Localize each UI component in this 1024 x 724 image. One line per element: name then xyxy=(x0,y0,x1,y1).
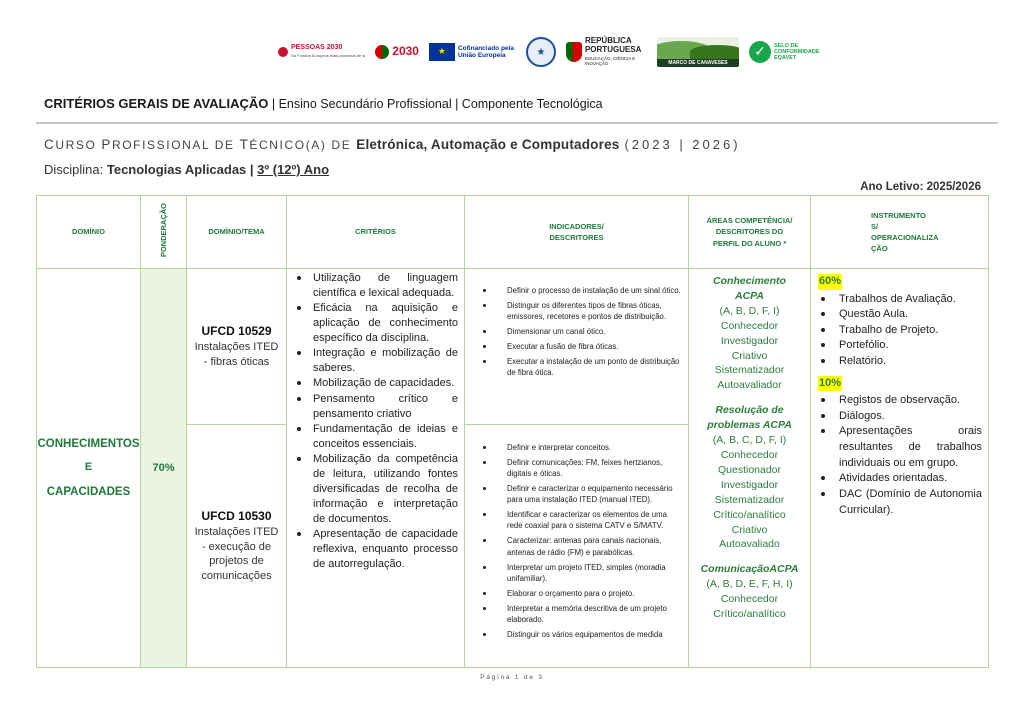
republica-shield-icon xyxy=(566,42,582,62)
list-item: Relatório. xyxy=(818,354,982,370)
title-divider xyxy=(36,122,998,124)
list-item: Pensamento crítico e pensamento criativo xyxy=(293,392,458,422)
school-year: Ano Letivo: 2025/2026 xyxy=(860,181,981,193)
dominio-cell xyxy=(37,269,141,668)
list-item: Distinguir os diferentes tipos de fibras óticas, emissores, recetores e pontos de distribuição. xyxy=(483,300,684,322)
area-item: Crítico/analítico xyxy=(713,608,786,621)
course-cap-c: C xyxy=(44,137,56,152)
header-areas xyxy=(689,196,811,269)
area-item: Conhecedor xyxy=(720,319,779,332)
instrumentos-cell xyxy=(811,269,989,668)
header-dominio: DOMÍNIO xyxy=(37,196,141,269)
discipline-line xyxy=(44,162,329,177)
header-indicadores-line2: DESCRITORES xyxy=(549,233,604,242)
percentage-badge: 60% xyxy=(818,274,842,290)
republica-logo-subtext: EDUCAÇÃO, CIÊNCIA E INOVAÇÃO xyxy=(584,55,636,66)
list-item: Mobilização de capacidades. xyxy=(293,376,458,391)
list-item: Identificar e caracterizar os elementos de uma rede coaxial para o sistema CATV e S/MATV. xyxy=(483,509,684,531)
page-title xyxy=(44,96,603,111)
logo-strip xyxy=(278,36,820,68)
list-item: Elaborar o orçamento para o projeto. xyxy=(483,588,684,599)
ufcd-10529-cell xyxy=(187,269,287,425)
area-item: Questionador xyxy=(717,463,782,476)
course-cap-t: T xyxy=(239,137,250,152)
area-codes: (A, B, D, F, I) xyxy=(719,304,780,317)
pessoas-2030-logo xyxy=(278,44,365,59)
header-tema: DOMÍNIO/TEMA xyxy=(187,196,287,269)
page-footer: Página 1 de 3 xyxy=(480,674,544,681)
area-item: Conhecedor xyxy=(720,593,779,606)
area-item: Investigador xyxy=(720,334,779,347)
dominio-line3: CAPACIDADES xyxy=(46,485,131,498)
indicadores-ufcd-10530 xyxy=(465,425,689,668)
list-item: Diálogos. xyxy=(818,409,982,425)
page-title-rest: | Ensino Secundário Profissional | Componente Tecnológica xyxy=(268,97,603,111)
eu-logo-text: Cofinanciado pela União Europeia xyxy=(457,44,514,59)
list-item: Integração e mobilização de saberes. xyxy=(293,346,458,376)
list-item: Interpretar a memória descritiva de um projeto elaborado. xyxy=(483,603,684,625)
ufcd-10529-code: UFCD 10529 xyxy=(201,324,272,339)
republica-portuguesa-logo xyxy=(566,37,647,66)
eqavet-logo-text: SELO DE CONFORMIDADE EQAVET xyxy=(773,42,820,62)
area-title: ComunicaçãoACPA xyxy=(700,563,799,576)
course-name: Eletrónica, Automação e Computadores xyxy=(356,137,620,152)
area-item: Criativo xyxy=(731,523,768,536)
republica-logo-text: REPÚBLICA PORTUGUESA xyxy=(584,36,642,55)
dominio-line1: CONHECIMENTOS xyxy=(37,438,140,451)
list-item: Fundamentação de ideias e conceitos essenciais. xyxy=(293,422,458,452)
course-cap-p: P xyxy=(101,137,112,152)
table-header-row xyxy=(37,196,989,269)
eu-logo xyxy=(429,43,516,61)
list-item: Apresentação de capacidade reflexiva, enquanto processo de autorregulação. xyxy=(293,527,458,572)
criteria-table xyxy=(36,195,989,668)
area-item: Investigador xyxy=(720,478,779,491)
area-item: Autoavaliado xyxy=(719,538,780,551)
header-ponderacao-text: PONDERAÇÃO xyxy=(158,203,168,258)
list-item: Eficácia na aquisição e aplicação de conhecimento específico da disciplina. xyxy=(293,301,458,346)
area-title: problemas ACPA xyxy=(707,419,792,432)
area-block-comunicacao xyxy=(689,562,810,622)
list-item: Utilização de linguagem científica e lexical adequada. xyxy=(293,271,458,301)
ufcd-10529-name: Instalações ITED - fibras óticas xyxy=(194,341,279,368)
list-item: Executar a fusão de fibra óticas. xyxy=(483,341,684,352)
pessoas-logo-subtext: Os Fundos Europeus mais próximos de si xyxy=(291,53,366,58)
ufcd-10530-cell xyxy=(187,425,287,668)
ponderacao-cell: 70% xyxy=(141,269,187,668)
header-ponderacao xyxy=(141,196,187,269)
area-title: ACPA xyxy=(735,289,764,302)
pessoas-logo-text: PESSOAS 2030 xyxy=(291,44,343,52)
area-title: Conhecimento xyxy=(713,275,786,287)
course-text-ecnico: ÉCNICO xyxy=(249,138,306,152)
area-block-conhecimento xyxy=(689,274,810,393)
header-instr-line1: INSTRUMENTO xyxy=(871,210,926,220)
list-item: Registos de observação. xyxy=(818,393,982,409)
list-item: Portefólio. xyxy=(818,338,982,354)
list-item: Dimensionar um canal ótico. xyxy=(483,326,684,337)
discipline-label: Disciplina: xyxy=(44,162,107,177)
page-title-bold: CRITÉRIOS GERAIS DE AVALIAÇÃO xyxy=(44,96,269,111)
list-item: Distinguir os vários equipamentos de medida xyxy=(483,629,684,640)
eqavet-logo xyxy=(749,41,820,63)
list-item: Trabalho de Projeto. xyxy=(818,323,982,339)
indicadores-ufcd-10529 xyxy=(465,269,689,425)
agrupamento-logo xyxy=(657,37,739,67)
list-item: Definir e interpretar conceitos. xyxy=(483,442,684,453)
agrupamento-logo-text: MARCO DE CANAVESES xyxy=(657,59,739,67)
percentage-badge: 10% xyxy=(818,376,842,392)
areas-competencia-cell xyxy=(689,269,811,668)
list-item: Trabalhos de Avaliação. xyxy=(818,292,982,308)
header-instr-line2: S/ xyxy=(871,221,879,231)
header-instrumentos xyxy=(811,196,989,269)
portugal-mark-icon xyxy=(375,45,389,59)
checkmark-icon: ✓ xyxy=(749,41,771,63)
ufcd-10530-code: UFCD 10530 xyxy=(201,508,272,523)
header-instr-line4: ÇÃO xyxy=(871,244,888,254)
header-areas-line1: ÁREAS COMPETÊNCIA/ xyxy=(706,216,793,226)
list-item: Definir e caracterizar o equipamento necessário para uma instalação ITED (manual ITED). xyxy=(483,483,684,505)
course-text-a: (A) DE xyxy=(305,138,357,152)
list-item: Atividades orientadas. xyxy=(818,471,982,487)
indicadores-list-2 xyxy=(483,442,684,640)
header-instr-line3: OPERACIONALIZA xyxy=(871,233,939,242)
area-codes: (A, B, C, D, F, I) xyxy=(712,434,787,447)
header-criterios: CRITÉRIOS xyxy=(287,196,465,269)
dominio-line2: E xyxy=(84,461,93,474)
portugal-2030-logo xyxy=(375,45,419,59)
instrumentos-list-1 xyxy=(818,292,982,370)
area-item: Criativo xyxy=(731,349,768,362)
portugal-logo-text: 2030 xyxy=(392,44,419,59)
header-areas-line3: PERFIL DO ALUNO * xyxy=(712,238,787,248)
discipline-year: 3º (12º) Ano xyxy=(257,162,330,177)
course-text-urso: URSO xyxy=(55,138,102,152)
erasmus-badge-icon: ★ xyxy=(526,37,556,67)
area-title: Resolução de xyxy=(715,404,784,417)
discipline-name: Tecnologias Aplicadas | xyxy=(106,162,258,177)
header-indicadores-line1: INDICADORES/ xyxy=(549,221,604,231)
list-item: Apresentações orais resultantes de trabalhos individuais ou em grupo. xyxy=(818,424,982,471)
indicadores-list-1 xyxy=(483,285,684,378)
list-item: Mobilização da competência de leitura, utilizando fontes diversificadas de recolha de informação e interpretação de documentos. xyxy=(293,452,458,527)
list-item: Caracterizar: antenas para canais nacionais, antenas de rádio (FM) e parabólicas. xyxy=(483,535,684,557)
list-item: Executar a instalação de um ponto de distribuição de fibra ótica. xyxy=(483,356,684,378)
list-item: Questão Aula. xyxy=(818,307,982,323)
list-item: Definir o processo de instalação de um sinal ótico. xyxy=(483,285,684,296)
area-item: Sistematizador xyxy=(714,493,785,506)
course-text-rofissional: ROFISSIONAL DE xyxy=(111,138,240,152)
course-title xyxy=(44,137,741,152)
area-item: Crítico/analítico xyxy=(713,508,786,521)
pessoas-mark-icon xyxy=(278,47,288,57)
list-item: Interpretar um projeto ITED, simples (moradia unifamiliar). xyxy=(483,562,684,584)
list-item: DAC (Domínio de Autonomia Curricular). xyxy=(818,487,982,518)
eu-flag-icon: ★ xyxy=(429,43,455,61)
criterios-list xyxy=(293,271,458,572)
header-areas-line2: DESCRITORES DO xyxy=(715,227,784,237)
area-item: Conhecedor xyxy=(720,448,779,461)
area-item: Sistematizador xyxy=(714,364,785,377)
course-years: (2023 | 2026) xyxy=(624,137,741,152)
list-item: Definir comunicações: FM, feixes hertzianos, digitais e óticas. xyxy=(483,457,684,479)
header-indicadores xyxy=(465,196,689,269)
ufcd-10530-name: Instalações ITED - execução de projetos de comunicações xyxy=(194,525,279,583)
criterios-cell xyxy=(287,269,465,668)
instrumentos-list-2 xyxy=(818,393,982,518)
area-block-resolucao xyxy=(689,403,810,552)
table-row xyxy=(37,269,989,425)
area-item: Autoavaliador xyxy=(717,379,782,392)
area-codes: (A, B, D, E, F, H, I) xyxy=(706,578,793,591)
